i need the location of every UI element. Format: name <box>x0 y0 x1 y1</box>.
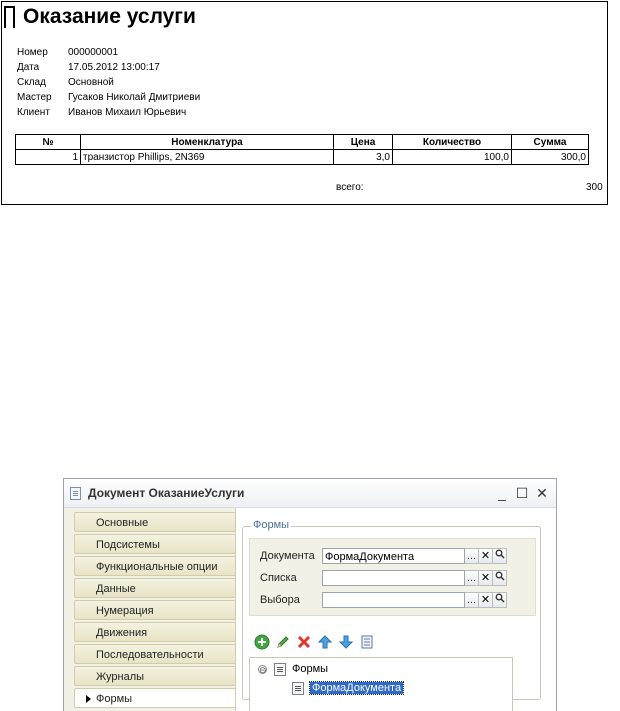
select-button[interactable]: ... <box>465 548 479 564</box>
tab-label: Последовательности <box>96 649 204 661</box>
cell-number: 1 <box>16 150 81 165</box>
document-icon <box>70 487 81 500</box>
select-button[interactable]: ... <box>465 570 479 586</box>
forms-group <box>242 519 541 700</box>
field-number <box>17 45 200 60</box>
tree-child-label[interactable]: ФормаДокумента <box>312 682 402 694</box>
minimize-button[interactable]: _ <box>498 485 506 501</box>
tab-label: Формы <box>96 693 133 705</box>
active-tab-arrow-icon <box>86 695 91 703</box>
document-title: Оказание услуги <box>23 5 196 28</box>
tree-root-label: Формы <box>292 663 329 675</box>
tab-movements[interactable] <box>74 622 236 642</box>
tab-numbering[interactable] <box>74 600 236 620</box>
window-controls <box>492 483 552 503</box>
field-master <box>17 90 200 105</box>
clear-icon[interactable]: ✕ <box>479 548 493 564</box>
document-form-input[interactable]: ФормаДокумента <box>322 548 465 564</box>
field-value: Основной <box>68 77 114 88</box>
select-button[interactable]: ... <box>465 592 479 608</box>
forms-toolbar <box>253 633 379 651</box>
maximize-button[interactable]: ☐ <box>515 485 529 501</box>
total-label: всего: <box>336 182 364 193</box>
field-value: Иванов Михаил Юрьевич <box>68 107 187 118</box>
list-icon[interactable] <box>358 633 376 651</box>
tree-root-row[interactable] <box>258 661 328 677</box>
field-label: Мастер <box>17 92 52 103</box>
tab-subsystems[interactable] <box>74 534 236 554</box>
edit-icon[interactable] <box>274 633 292 651</box>
magnifier-glyph <box>495 549 505 559</box>
close-button[interactable]: ✕ <box>536 485 548 501</box>
field-value: 17.05.2012 13:00:17 <box>68 62 160 73</box>
tab-label: Подсистемы <box>96 539 160 551</box>
cell-nomenclature: транзистор Phillips, 2N369 <box>81 150 334 165</box>
collapse-icon[interactable]: ⊖ <box>259 664 267 675</box>
search-icon[interactable] <box>493 570 507 586</box>
move-up-icon[interactable] <box>316 633 334 651</box>
field-client <box>17 105 200 120</box>
main-forms-box <box>249 538 536 616</box>
configurator-window <box>63 478 557 711</box>
form-row-choice <box>260 591 507 609</box>
table-row <box>16 150 589 165</box>
printed-document <box>1 1 608 205</box>
forms-tree <box>249 657 513 711</box>
form-row-list <box>260 569 507 587</box>
tab-label: Данные <box>96 583 136 595</box>
magnifier-glyph <box>495 593 505 603</box>
list-form-input[interactable] <box>322 570 465 586</box>
tab-label: Нумерация <box>96 605 154 617</box>
cell-price: 3,0 <box>334 150 393 165</box>
tab-data[interactable] <box>74 578 236 598</box>
move-down-icon[interactable] <box>337 633 355 651</box>
field-label: Выбора <box>260 594 300 606</box>
window-body <box>64 508 556 711</box>
section-tabs <box>74 512 236 710</box>
magnifier-glyph <box>495 571 505 581</box>
field-label: Клиент <box>17 107 50 118</box>
field-warehouse <box>17 75 200 90</box>
tab-label: Журналы <box>96 671 145 683</box>
choice-form-input[interactable] <box>322 592 465 608</box>
column-header-price: Цена <box>334 135 393 150</box>
tab-forms[interactable] <box>74 688 236 708</box>
window-titlebar[interactable] <box>64 479 556 508</box>
column-header-nomenclature: Номенклатура <box>81 135 334 150</box>
cell-sum: 300,0 <box>512 150 589 165</box>
add-icon[interactable] <box>253 633 271 651</box>
field-label: Дата <box>17 62 40 73</box>
field-label: Списка <box>260 572 297 584</box>
cell-quantity: 100,0 <box>393 150 512 165</box>
items-table <box>15 134 589 165</box>
search-icon[interactable] <box>493 592 507 608</box>
tab-functional-options[interactable] <box>74 556 236 576</box>
tab-sequences[interactable] <box>74 644 236 664</box>
column-header-quantity: Количество <box>393 135 512 150</box>
column-header-number: № <box>16 135 81 150</box>
field-value: Гусаков Николай Дмитриеви <box>68 92 201 103</box>
field-label: Документа <box>260 550 315 562</box>
total-value: 300 <box>586 182 603 193</box>
tab-label: Функциональные опции <box>96 561 218 573</box>
forms-folder-icon <box>274 663 286 676</box>
column-header-sum: Сумма <box>512 135 589 150</box>
window-title: Документ ОказаниеУслуги <box>88 486 245 500</box>
clear-icon[interactable]: ✕ <box>479 570 493 586</box>
tab-label: Движения <box>96 627 148 639</box>
delete-icon[interactable] <box>295 633 313 651</box>
tab-label: Основные <box>96 517 149 529</box>
table-header-row <box>16 135 589 150</box>
search-icon[interactable] <box>493 548 507 564</box>
field-label: Склад <box>17 77 46 88</box>
clear-icon[interactable]: ✕ <box>479 592 493 608</box>
form-icon <box>292 682 304 695</box>
document-corner-marker <box>4 6 13 28</box>
tab-journals[interactable] <box>74 666 236 686</box>
field-date <box>17 60 200 75</box>
tab-basic[interactable] <box>74 512 236 532</box>
form-row-document <box>260 547 507 565</box>
field-value: 000000001 <box>68 47 119 58</box>
group-label: Формы <box>253 519 290 531</box>
tree-child-row[interactable] <box>292 680 403 696</box>
document-header-fields <box>17 45 200 120</box>
forms-panel <box>235 508 557 711</box>
field-label: Номер <box>17 47 48 58</box>
